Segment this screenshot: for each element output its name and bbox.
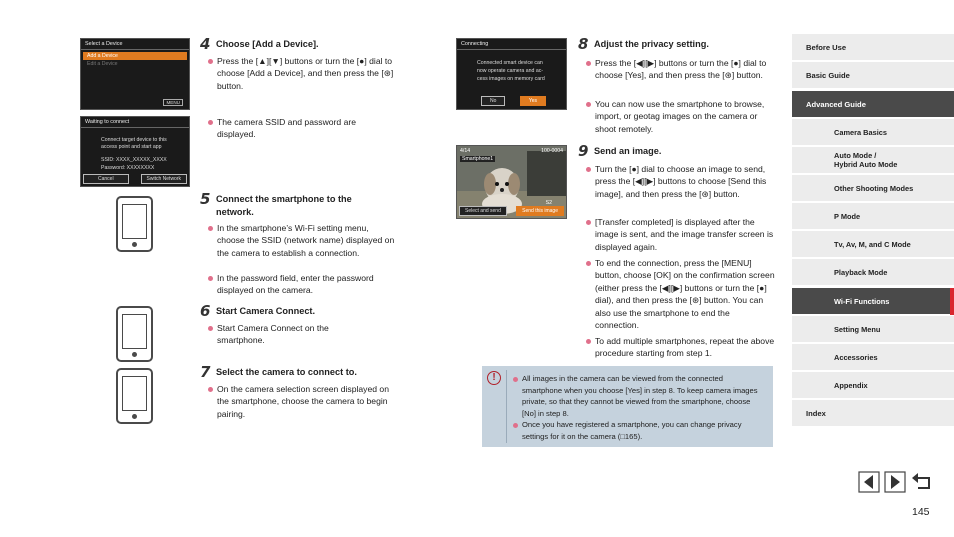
step-7-bullet-1: On the camera selection screen displayed on the smartphone, choose the camera to begin pairing. [217, 383, 399, 420]
password-text: Password: XXXXXXXX [101, 165, 155, 171]
sidebar-item-tv-av-m-c-mode[interactable] [792, 231, 954, 258]
smartphone-icon [116, 306, 153, 362]
no-button: No [481, 96, 505, 106]
image-counter: 4/14 [460, 148, 471, 154]
connecting-text-3: cess images on memory card [477, 76, 545, 82]
screen-title: Waiting to connect [81, 117, 189, 128]
sidebar-item-label: Advanced Guide [806, 99, 866, 109]
sidebar-item-label: Accessories [834, 352, 878, 362]
yes-button: Yes [520, 96, 546, 106]
step-number: 7 [200, 363, 211, 381]
sidebar-item-camera-basics[interactable] [792, 119, 954, 146]
previous-page-icon[interactable] [858, 471, 880, 493]
sidebar-item-label: Hybrid Auto Mode [834, 160, 898, 169]
smartphone-icon [116, 196, 153, 252]
connecting-text-1: Connected smart device can [477, 60, 543, 66]
step-title: Choose [Add a Device]. [216, 39, 319, 49]
sidebar-item-basic-guide[interactable] [792, 62, 954, 89]
caution-icon-glyph: ! [492, 372, 496, 383]
sidebar-item-label: P Mode [834, 211, 861, 221]
active-section-marker [950, 288, 954, 315]
sidebar-item-label: Wi-Fi Functions [834, 296, 890, 306]
sidebar-item-setting-menu[interactable] [792, 316, 954, 343]
page-number: 145 [912, 506, 930, 518]
sidebar-item-label: Before Use [806, 42, 847, 52]
sidebar-item-p-mode[interactable] [792, 203, 954, 230]
step-5-bullet-2: In the password field, enter the password displayed on the camera. [217, 272, 397, 297]
camera-screen-waiting [80, 116, 190, 187]
caution-note-1: All images in the camera can be viewed from the connected smartphone when you choose [Yes] in step 8. To keep camera images private, so that they cannot be viewed from the smartphone, choose [No] in step 8. [522, 373, 765, 419]
screen-title: Select a Device [81, 39, 189, 50]
step-6-bullet-1: Start Camera Connect on the smartphone. [217, 322, 367, 347]
step-9-bullet-4: To add multiple smartphones, repeat the above procedure starting from step 1. [595, 336, 775, 359]
sidebar-item-label: Appendix [834, 380, 868, 390]
caution-note-box [482, 366, 773, 447]
send-this-image-button: Send this image [516, 206, 564, 216]
step-8-bullet-1: Press the [◀][▶] buttons or turn the [●] dial to choose [Yes], and then press the [⊛] button. [595, 57, 775, 82]
step-8-bullet-2: You can now use the smartphone to browse, import, or geotag images on the camera or shoot remotely. [595, 98, 775, 135]
step-4-bullet-1: Press the [▲][▼] buttons or turn the [●] dial to choose [Add a Device], and then press the [⊛] button. [217, 56, 394, 91]
sidebar-item-advanced-guide[interactable] [792, 91, 954, 118]
sidebar-item-index[interactable] [792, 400, 954, 427]
switch-network-button: Switch Network [141, 174, 187, 184]
step-4-bullet-2: The camera SSID and password are displayed. [217, 116, 395, 141]
step-9-bullet-2: [Transfer completed] is displayed after the image is sent, and the image transfer screen is displayed again. [595, 217, 774, 252]
folder-number: 100-0004 [541, 148, 563, 154]
sidebar-item-before-use[interactable] [792, 34, 954, 61]
step-7-heading [200, 365, 357, 379]
sidebar-item-label: Camera Basics [834, 127, 888, 137]
smartphone-icon [116, 368, 153, 424]
step-9-heading [578, 144, 661, 158]
step-6-heading [200, 304, 315, 318]
caution-divider [506, 370, 507, 443]
sidebar-item-wifi-functions[interactable] [792, 288, 954, 315]
step-5-heading [200, 192, 386, 219]
step-title: Connect the smartphone to the network. [216, 194, 352, 217]
step-number: 8 [578, 35, 589, 53]
return-icon[interactable] [910, 471, 934, 493]
camera-screen-send-image [456, 145, 567, 219]
caution-icon [487, 371, 501, 385]
cancel-button: Cancel [83, 174, 129, 184]
step-title: Adjust the privacy setting. [594, 39, 709, 49]
step-number: 5 [200, 190, 211, 208]
step-4-heading [200, 37, 319, 51]
device-name: Smartphone1 [462, 156, 494, 162]
caution-note-2: Once you have registered a smartphone, you can change privacy settings for it on the camera (□165). [522, 419, 765, 442]
menu-item-add-device: Add a Device [83, 52, 187, 60]
sidebar-item-other-shooting-modes[interactable] [792, 175, 954, 202]
step-8-heading [578, 37, 709, 51]
step-title: Send an image. [594, 146, 662, 156]
sidebar-item-label: Playback Mode [834, 267, 888, 277]
sidebar-item-auto-mode[interactable] [792, 147, 954, 174]
camera-screen-connecting [456, 38, 567, 110]
step-9-bullet-1: Turn the [●] dial to choose an image to send, press the [◀][▶] buttons to choose [Send this image], and then press the [⊛] button. [595, 163, 775, 200]
screen-title: Connecting [457, 39, 566, 50]
waiting-text-1: Connect target device to this [101, 137, 167, 143]
step-title: Start Camera Connect. [216, 306, 316, 316]
menu-item-edit-device: Edit a Device [87, 61, 118, 67]
ssid-text: SSID: XXXX_XXXXX_XXXX [101, 157, 167, 163]
step-number: 9 [578, 142, 589, 160]
sidebar-item-appendix[interactable] [792, 372, 954, 399]
sidebar-item-label: Auto Mode / [834, 151, 877, 160]
connecting-text-2: now operate camera and ac- [477, 68, 544, 74]
sidebar-item-label: Basic Guide [806, 70, 850, 80]
sidebar-item-playback-mode[interactable] [792, 259, 954, 286]
next-page-icon[interactable] [884, 471, 906, 493]
step-5-bullet-1: In the smartphone’s Wi-Fi setting menu, choose the SSID (network name) displayed on the camera to establish a connection. [217, 223, 395, 258]
sidebar-item-accessories[interactable] [792, 344, 954, 371]
sidebar-item-label: Other Shooting Modes [834, 183, 914, 193]
step-title: Select the camera to connect to. [216, 367, 357, 377]
camera-screen-select-device [80, 38, 190, 110]
select-and-send-button: Select and send [459, 206, 507, 216]
image-size: S2 [545, 200, 552, 206]
sidebar-item-label: Index [806, 408, 826, 418]
step-9-bullet-3: To end the connection, press the [MENU] button, choose [OK] on the confirmation screen (either press the [◀][▶] buttons or turn the [●] dial), and then press the [⊛] button. You can also use the smartphone to end the connection. [595, 258, 775, 331]
waiting-text-2: access point and start app [101, 144, 162, 150]
menu-return-label: MENU [163, 99, 183, 106]
step-number: 6 [200, 302, 211, 320]
step-number: 4 [200, 35, 211, 53]
sidebar-item-label: Tv, Av, M, and C Mode [834, 239, 911, 249]
sidebar-item-label: Setting Menu [834, 324, 881, 334]
